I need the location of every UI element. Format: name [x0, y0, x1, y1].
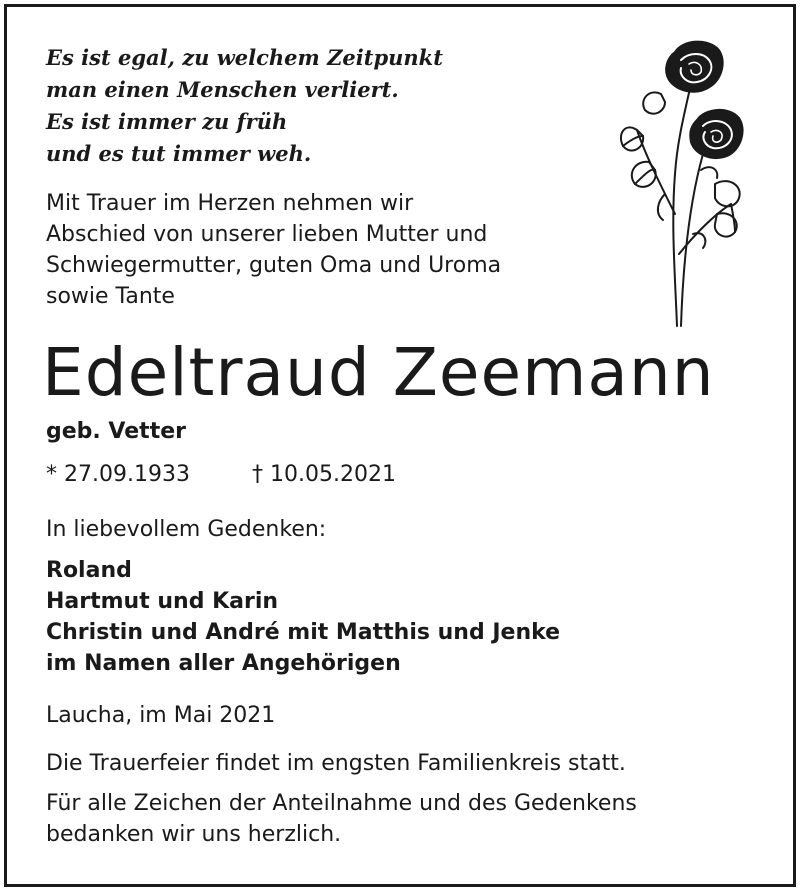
mourner-line: Roland — [46, 558, 132, 583]
quote — [46, 42, 443, 170]
maiden-name: geb. Vetter — [46, 419, 186, 444]
intro-line: Mit Trauer im Herzen nehmen wir — [46, 191, 414, 216]
service-notice: Die Trauerfeier findet im engsten Familienkreis statt. — [46, 751, 626, 776]
mourner-line: Christin und André mit Matthis und Jenke — [46, 620, 561, 645]
mourner-line: Hartmut und Karin — [46, 589, 279, 614]
memorial-label: In liebevollem Gedenken: — [46, 517, 327, 542]
intro-line: Schwiegermutter, guten Oma und Uroma — [46, 253, 502, 278]
deceased-name: Edeltraud Zeemann — [42, 334, 715, 411]
mourner-line: im Namen aller Angehörigen — [46, 651, 401, 676]
rose-icon — [605, 34, 745, 334]
intro-line: sowie Tante — [46, 284, 175, 309]
birth-date: * 27.09.1933 — [46, 462, 190, 487]
thanks-text — [46, 788, 637, 850]
quote-line: man einen Menschen verliert. — [46, 77, 399, 102]
place-date: Laucha, im Mai 2021 — [46, 703, 276, 728]
death-date: † 10.05.2021 — [252, 462, 396, 487]
thanks-line: Für alle Zeichen der Anteilnahme und des Gedenkens — [46, 791, 637, 816]
quote-line: Es ist immer zu früh — [46, 109, 288, 134]
intro-text — [46, 188, 501, 312]
intro-line: Abschied von unserer lieben Mutter und — [46, 222, 488, 247]
quote-line: Es ist egal, zu welchem Zeitpunkt — [46, 45, 443, 70]
quote-line: und es tut immer weh. — [46, 141, 312, 166]
mourners-list — [46, 555, 560, 679]
thanks-line: bedanken wir uns herzlich. — [46, 822, 342, 847]
